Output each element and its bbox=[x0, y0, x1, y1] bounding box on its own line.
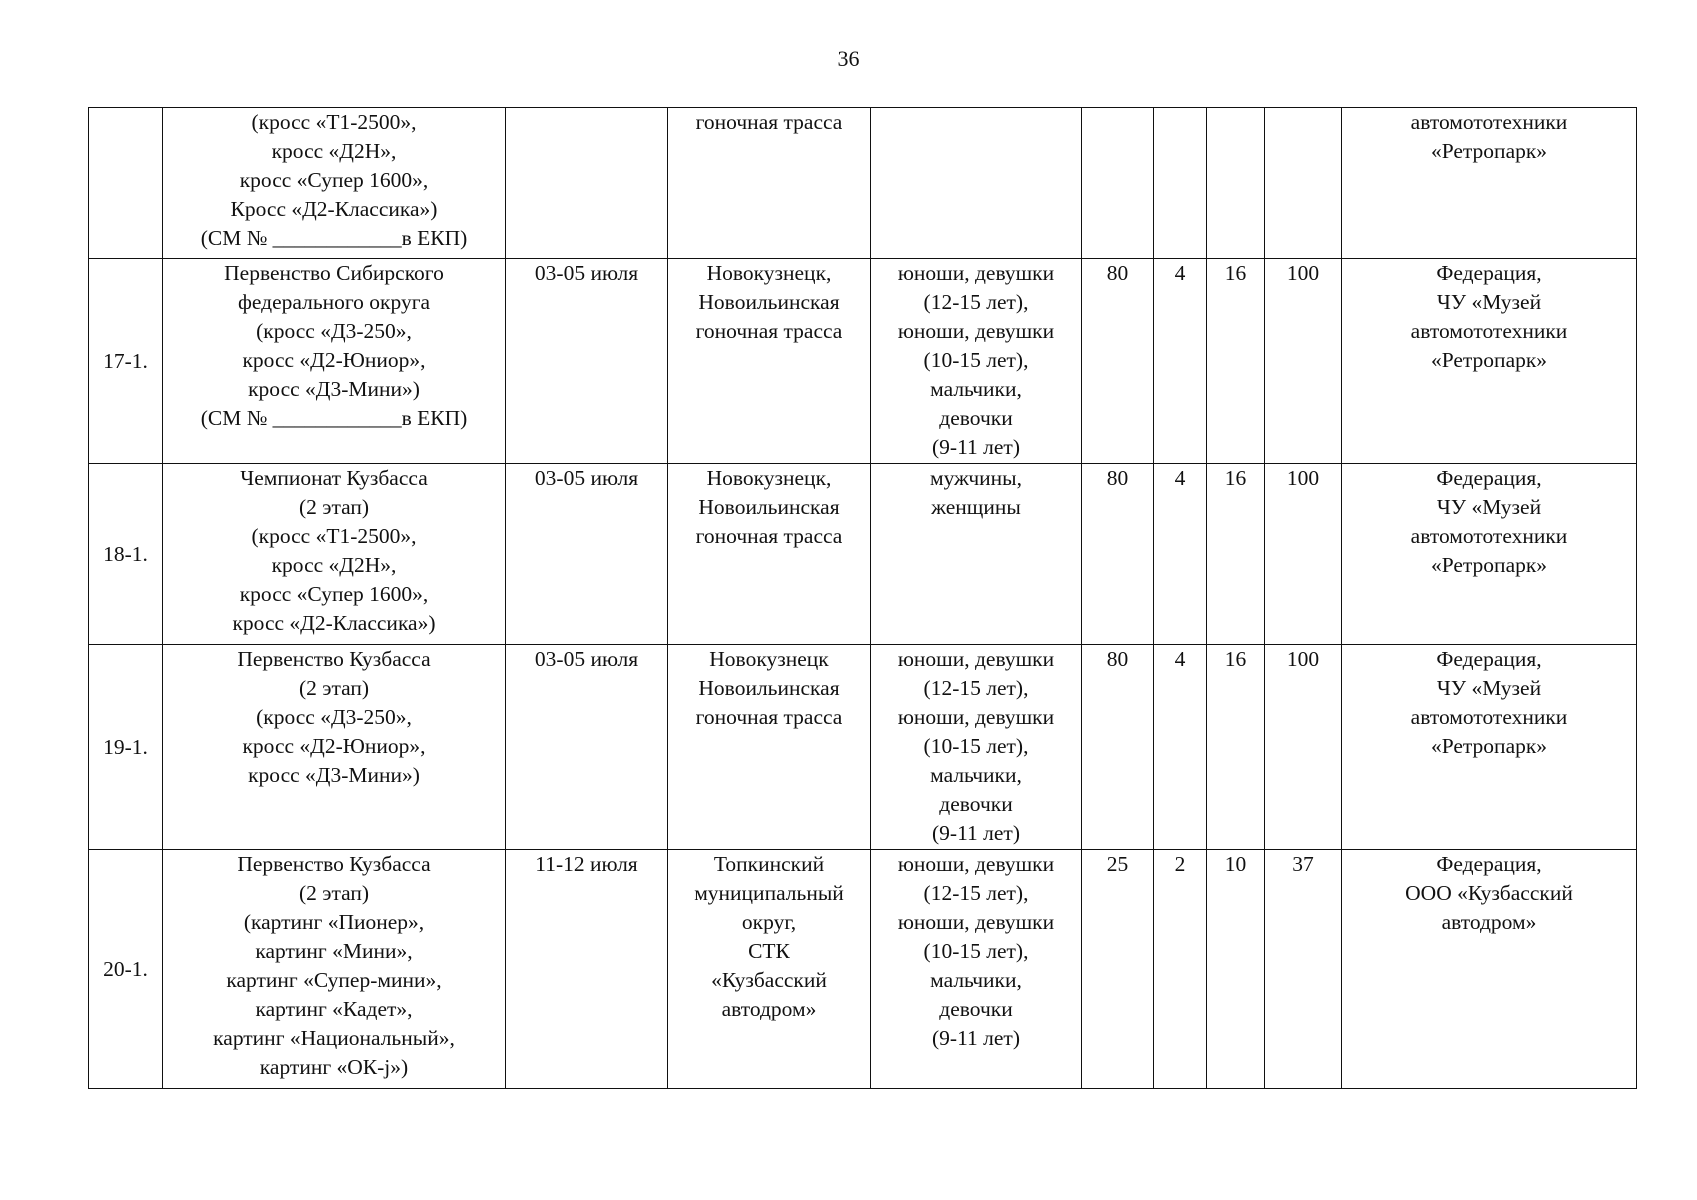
text-line: кросс «Супер 1600», bbox=[239, 168, 429, 192]
cell-venue bbox=[668, 464, 871, 645]
cell-value-3 bbox=[1207, 464, 1265, 645]
text-line: 10 bbox=[1224, 852, 1247, 876]
text-line: Первенство Кузбасса bbox=[237, 852, 431, 876]
text-line: 4 bbox=[1174, 647, 1186, 671]
text-line: 80 bbox=[1106, 261, 1129, 285]
text-line: мальчики, bbox=[930, 377, 1022, 401]
cell-venue bbox=[668, 108, 871, 259]
cell-value-2 bbox=[1154, 645, 1207, 850]
cell-organizers bbox=[1342, 464, 1637, 645]
cell-value-3 bbox=[1207, 108, 1265, 259]
text-line: женщины bbox=[931, 495, 1021, 519]
table-row bbox=[89, 464, 1637, 645]
text-line: Кросс «Д2-Классика») bbox=[230, 197, 438, 221]
text-line: (кросс «Д3-250», bbox=[256, 705, 412, 729]
text-line: Новокузнецк, bbox=[706, 466, 832, 490]
text-line: картинг «Мини», bbox=[255, 939, 413, 963]
cell-venue bbox=[668, 259, 871, 464]
text-line: (12-15 лет), bbox=[923, 881, 1029, 905]
text-line: федерального округа bbox=[237, 290, 431, 314]
text-line: девочки bbox=[939, 997, 1013, 1021]
text-line: Новоильинская bbox=[698, 676, 840, 700]
text-line: 100 bbox=[1286, 647, 1320, 671]
text-line: (2 этап) bbox=[298, 881, 370, 905]
text-line: 19-1. bbox=[103, 734, 148, 759]
text-line: (10-15 лет), bbox=[923, 734, 1029, 758]
text-line: кросс «Д2-Классика») bbox=[232, 611, 436, 635]
cell-participants bbox=[871, 108, 1082, 259]
text-line: мужчины, bbox=[929, 466, 1023, 490]
cell-number bbox=[89, 850, 163, 1089]
text-line: «Ретропарк» bbox=[1430, 734, 1548, 758]
text-line: (10-15 лет), bbox=[923, 939, 1029, 963]
text-line: ЧУ «Музей bbox=[1436, 290, 1542, 314]
text-line: Новокузнецк bbox=[709, 647, 829, 671]
text-line: кросс «Д2Н», bbox=[271, 139, 397, 163]
cell-organizers bbox=[1342, 645, 1637, 850]
text-line: (9-11 лет) bbox=[932, 821, 1020, 845]
cell-event-name bbox=[163, 464, 506, 645]
text-line: Федерация, bbox=[1436, 466, 1542, 490]
cell-organizers bbox=[1342, 850, 1637, 1089]
table-row bbox=[89, 850, 1637, 1089]
text-line: 100 bbox=[1286, 466, 1320, 490]
text-line: (кросс «Т1-2500», bbox=[251, 524, 417, 548]
text-line: (кросс «Д3-250», bbox=[256, 319, 412, 343]
text-line: (10-15 лет), bbox=[923, 348, 1029, 372]
text-line: Чемпионат Кузбасса bbox=[240, 466, 428, 490]
text-line: (кросс «Т1-2500», bbox=[251, 110, 417, 134]
text-line: (2 этап) bbox=[298, 676, 370, 700]
text-line: 17-1. bbox=[103, 348, 148, 373]
text-line: ООО «Кузбасский bbox=[1405, 881, 1573, 905]
text-line: «Ретропарк» bbox=[1430, 139, 1548, 163]
text-line: 03-05 июля bbox=[534, 647, 639, 671]
cell-dates bbox=[506, 108, 668, 259]
text-line: Первенство Сибирского bbox=[224, 261, 444, 285]
text-line: 37 bbox=[1292, 852, 1314, 876]
cell-value-4 bbox=[1265, 259, 1342, 464]
text-line: картинг «Супер-мини», bbox=[226, 968, 442, 992]
text-line: юноши, девушки bbox=[897, 705, 1055, 729]
text-line: кросс «Супер 1600», bbox=[239, 582, 429, 606]
text-line: автомототехники bbox=[1410, 524, 1568, 548]
text-line: (СМ № ____________в ЕКП) bbox=[200, 406, 468, 430]
cell-event-name bbox=[163, 108, 506, 259]
text-line: Первенство Кузбасса bbox=[237, 647, 431, 671]
cell-value-1 bbox=[1082, 259, 1154, 464]
cell-value-4 bbox=[1265, 464, 1342, 645]
cell-participants bbox=[871, 850, 1082, 1089]
cell-value-2 bbox=[1154, 259, 1207, 464]
cell-number bbox=[89, 464, 163, 645]
cell-value-3 bbox=[1207, 645, 1265, 850]
cell-value-4 bbox=[1265, 850, 1342, 1089]
cell-venue bbox=[668, 850, 871, 1089]
text-line: Новоильинская bbox=[698, 495, 840, 519]
text-line: 16 bbox=[1224, 261, 1247, 285]
events-table bbox=[88, 107, 1637, 1089]
text-line: 4 bbox=[1174, 261, 1186, 285]
text-line: кросс «Д2-Юниор», bbox=[242, 734, 426, 758]
text-line: юноши, девушки bbox=[897, 647, 1055, 671]
text-line: гоночная трасса bbox=[695, 705, 843, 729]
cell-value-1 bbox=[1082, 108, 1154, 259]
text-line: 4 bbox=[1174, 466, 1186, 490]
text-line: мальчики, bbox=[930, 763, 1022, 787]
text-line: 20-1. bbox=[103, 956, 148, 981]
text-line: кросс «Д2-Юниор», bbox=[242, 348, 426, 372]
text-line: «Кузбасский bbox=[711, 968, 827, 992]
text-line: 80 bbox=[1106, 647, 1129, 671]
cell-organizers bbox=[1342, 259, 1637, 464]
text-line: мальчики, bbox=[930, 968, 1022, 992]
text-line: Новоильинская bbox=[698, 290, 840, 314]
text-line: Федерация, bbox=[1436, 261, 1542, 285]
cell-dates bbox=[506, 259, 668, 464]
cell-participants bbox=[871, 464, 1082, 645]
text-line: автомототехники bbox=[1410, 705, 1568, 729]
text-line: 03-05 июля bbox=[534, 466, 639, 490]
cell-value-1 bbox=[1082, 645, 1154, 850]
text-line: кросс «Д3-Мини») bbox=[248, 763, 420, 787]
text-line: автомототехники bbox=[1410, 319, 1568, 343]
text-line: картинг «Национальный», bbox=[213, 1026, 455, 1050]
cell-organizers bbox=[1342, 108, 1637, 259]
text-line: округ, bbox=[741, 910, 797, 934]
text-line: гоночная трасса bbox=[695, 110, 843, 134]
text-line: 100 bbox=[1286, 261, 1320, 285]
text-line: 11-12 июля bbox=[535, 852, 638, 876]
cell-value-2 bbox=[1154, 108, 1207, 259]
text-line: девочки bbox=[939, 792, 1013, 816]
text-line: юноши, девушки bbox=[897, 319, 1055, 343]
cell-participants bbox=[871, 645, 1082, 850]
cell-number bbox=[89, 645, 163, 850]
text-line: «Ретропарк» bbox=[1430, 553, 1548, 577]
text-line: 25 bbox=[1106, 852, 1129, 876]
table-row bbox=[89, 645, 1637, 850]
text-line: автодром» bbox=[1441, 910, 1537, 934]
text-line: (12-15 лет), bbox=[923, 676, 1029, 700]
text-line: Федерация, bbox=[1436, 647, 1542, 671]
table-row bbox=[89, 108, 1637, 259]
text-line: ЧУ «Музей bbox=[1436, 676, 1542, 700]
page-number: 36 bbox=[837, 46, 860, 71]
text-line: девочки bbox=[939, 406, 1013, 430]
text-line: картинг «ОК-j») bbox=[259, 1055, 409, 1079]
table-row bbox=[89, 259, 1637, 464]
cell-number bbox=[89, 108, 163, 259]
text-line: гоночная трасса bbox=[695, 524, 843, 548]
text-line: кросс «Д3-Мини») bbox=[248, 377, 420, 401]
cell-dates bbox=[506, 464, 668, 645]
text-line: Топкинский bbox=[713, 852, 825, 876]
text-line: 80 bbox=[1106, 466, 1129, 490]
text-line: 03-05 июля bbox=[534, 261, 639, 285]
text-line: гоночная трасса bbox=[695, 319, 843, 343]
text-line: юноши, девушки bbox=[897, 261, 1055, 285]
text-line: (СМ № ____________в ЕКП) bbox=[200, 226, 468, 250]
text-line: (2 этап) bbox=[298, 495, 370, 519]
text-line: (9-11 лет) bbox=[932, 435, 1020, 459]
cell-value-3 bbox=[1207, 259, 1265, 464]
cell-event-name bbox=[163, 645, 506, 850]
cell-number bbox=[89, 259, 163, 464]
cell-venue bbox=[668, 645, 871, 850]
cell-value-2 bbox=[1154, 464, 1207, 645]
cell-dates bbox=[506, 645, 668, 850]
text-line: СТК bbox=[748, 939, 790, 963]
text-line: автомототехники bbox=[1410, 110, 1568, 134]
cell-event-name bbox=[163, 850, 506, 1089]
cell-participants bbox=[871, 259, 1082, 464]
text-line: 18-1. bbox=[103, 541, 148, 566]
text-line: (9-11 лет) bbox=[932, 1026, 1020, 1050]
text-line: ЧУ «Музей bbox=[1436, 495, 1542, 519]
cell-value-3 bbox=[1207, 850, 1265, 1089]
text-line: картинг «Кадет», bbox=[255, 997, 413, 1021]
text-line: Новокузнецк, bbox=[706, 261, 832, 285]
cell-value-4 bbox=[1265, 108, 1342, 259]
text-line: «Ретропарк» bbox=[1430, 348, 1548, 372]
text-line: 16 bbox=[1224, 466, 1247, 490]
text-line: (12-15 лет), bbox=[923, 290, 1029, 314]
text-line: кросс «Д2Н», bbox=[271, 553, 397, 577]
cell-value-2 bbox=[1154, 850, 1207, 1089]
cell-value-4 bbox=[1265, 645, 1342, 850]
text-line: муниципальный bbox=[694, 881, 844, 905]
text-line: Федерация, bbox=[1436, 852, 1542, 876]
cell-dates bbox=[506, 850, 668, 1089]
text-line: юноши, девушки bbox=[897, 852, 1055, 876]
cell-value-1 bbox=[1082, 850, 1154, 1089]
cell-event-name bbox=[163, 259, 506, 464]
text-line: 16 bbox=[1224, 647, 1247, 671]
text-line: юноши, девушки bbox=[897, 910, 1055, 934]
text-line: (картинг «Пионер», bbox=[243, 910, 425, 934]
text-line: автодром» bbox=[721, 997, 817, 1021]
text-line: 2 bbox=[1174, 852, 1186, 876]
cell-value-1 bbox=[1082, 464, 1154, 645]
